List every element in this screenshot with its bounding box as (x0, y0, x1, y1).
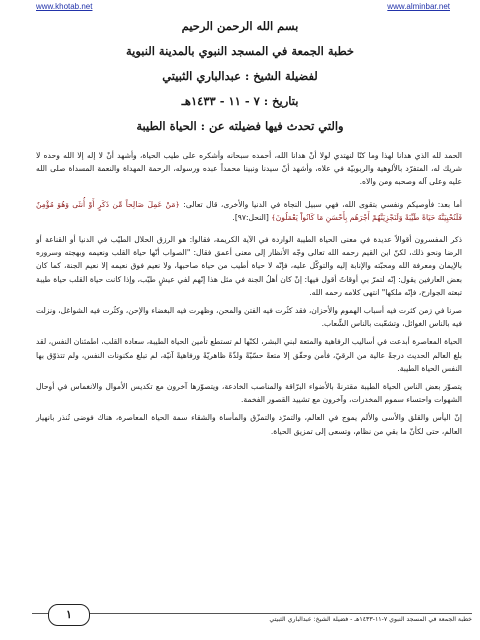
sermon-body (36, 149, 462, 438)
body-paragraph (36, 411, 462, 437)
basmala: بسم الله الرحمن الرحيم (181, 19, 299, 33)
paragraph-text: إنّ اليأس والقلق والأسى والألم يموج في العالم، والتمرّد والتمزّق والمأساة والشقاء سمة الحياة المعاصرة، هناك فوضى تُنذر بانهيار العالم، حتى لكأنّ ما بقي من نظام، وتسعى إلى تمزيق الحياة. (36, 413, 462, 436)
quran-verse: ﴿مَنْ عَمِلَ صَالِحاً مِّن ذَكَرٍ أَوْ أُنثَى وَهُوَ مُؤْمِنٌ فَلَنُحْيِيَنَّهُ حَيَاةً طَيِّبَةً وَلَنَجْزِيَنَّهُمْ أَجْرَهُم بِأَحْسَنِ مَا كَانُواْ يَعْمَلُونَ﴾ (36, 199, 462, 222)
paragraph-text: يتصوّر بعض الناس الحياة الطيبة مقترنةً بالأضواء البرّاقة والمناصب الخادعة، ويتصوّرها آخرون مع تكديس الأموال والانغماس في أوحال الشهوات واحتساء سموم المخدرات، وآخرون مع تشييد القصور الفخمة. (36, 382, 462, 405)
paragraph-text: صرنا في زمن كثرت فيه أسباب الهموم والأحزان، فقد كثُرت فيه الفتن والمحن، وظهرت فيه البغضاء والإحن، وكثُرت فيه الشواغل، ونزلت فيه بالناس الغوائل، وتشعّبت بالناس الشِّعاب. (36, 306, 462, 329)
paragraph-text: الحياة المعاصرة أبدعت في أساليب الرفاهية والمتعة لبني البشر، لكنّها لم تستطع تأمين الحياة الطيبة، سعادة القلب، اطمئنان النفس، لقد بلغ العالم الحديث درجةً عالية من الرقيّ، فأمن وحقّق إلا متعةً حسّيّةً ولذّةً ظاهريّةً ورفاهيةً آنيّة، لم تبلغ مكنونات النفس، ولم تتذوّق بها النفس الحياة الطيبة. (36, 337, 462, 373)
body-paragraph (36, 380, 462, 406)
paragraph-text: أما بعد: فأوصيكم ونفسي بتقوى الله، فهي سبيل النجاة في الدنيا والأخرى، قال تعالى: (179, 199, 462, 209)
body-paragraph (36, 198, 462, 224)
footer-rule (32, 613, 472, 614)
body-paragraph (36, 149, 462, 189)
footer-caption: خطبة الجمعة في المسجد النبوي ٧-١١-١٤٣٣هـ - فضيلة الشيخ: عبدالباري الثبيتي (269, 616, 472, 623)
paragraph-text: الحمد لله الذي هدانا لهذا وما كنّا لنهتدي لولا أنْ هدانا الله، أحمده سبحانه وأشكره على طيب الحياة، وأشهد أنْ لا إله إلا الله وحده لا شريك له، المتفرّد بالألوهية والربوبيّة في علاه، وأشهد أنّ سيدنا ونبينا محمداً عبده ورسوله، الرحمة المهداة والنعمة المسداة صلى الله عليه وعلى آله وصحبه ومن والاه. (36, 151, 462, 187)
page-number: ١ (48, 604, 90, 626)
sermon-title: خطبة الجمعة في المسجد النبوي بالمدينة النبوية (125, 44, 355, 58)
body-paragraph (36, 304, 462, 330)
paragraph-text: ذكر المفسرون أقوالاً عديدة في معنى الحياة الطيبة الواردة في الآية الكريمة، فقالوا: هو الرزق الحلال الطيّب في الدنيا أو القناعة أو الرضا ونحو ذلك، لكنّ ابن القيم رحمه الله تعالى وجّه الأنظار إلى معنى أعمق فقال: "الصواب أنّها حياة القلب ونعيمه وبهجته وسروره بالإيمان ومعرفة الله ومحبّته والإنابة إليه والتوكّل عليه، فإنّه لا حياة أطيب من حياة صاحبها، ولا نعيم فوق نعيمه إلا نعيم الجنة، كما كان بعض العارفين يقول: إنّه لتمرّ بي أوقاتٌ أقول فيها: إنْ كان أهلُ الجنة في مثل هذا إنّهم لفي عيشٍ طيّب، وإذا كانت حياة القلب حياة طيبة تبعته الجوارح، فإنّه ملكها" انتهى كلامه رحمه الله. (36, 235, 462, 297)
page-footer (32, 604, 472, 626)
khotab-link[interactable]: www.khotab.net (36, 2, 93, 11)
sheikh-name: لفضيلة الشيخ : عبدالباري الثبيتي (162, 69, 318, 83)
document-header (0, 14, 480, 139)
body-paragraph (36, 233, 462, 299)
body-paragraph (36, 335, 462, 375)
sermon-date: بتاريخ : ٧ - ١١ - ١٤٣٣هـ (181, 94, 299, 108)
alminbar-link[interactable]: www.alminbar.net (387, 2, 450, 11)
sermon-topic: والتي تحدث فيها فضيلته عن : الحياة الطيبة (136, 119, 344, 133)
paragraph-text: [النحل:٩٧]. (232, 212, 272, 222)
